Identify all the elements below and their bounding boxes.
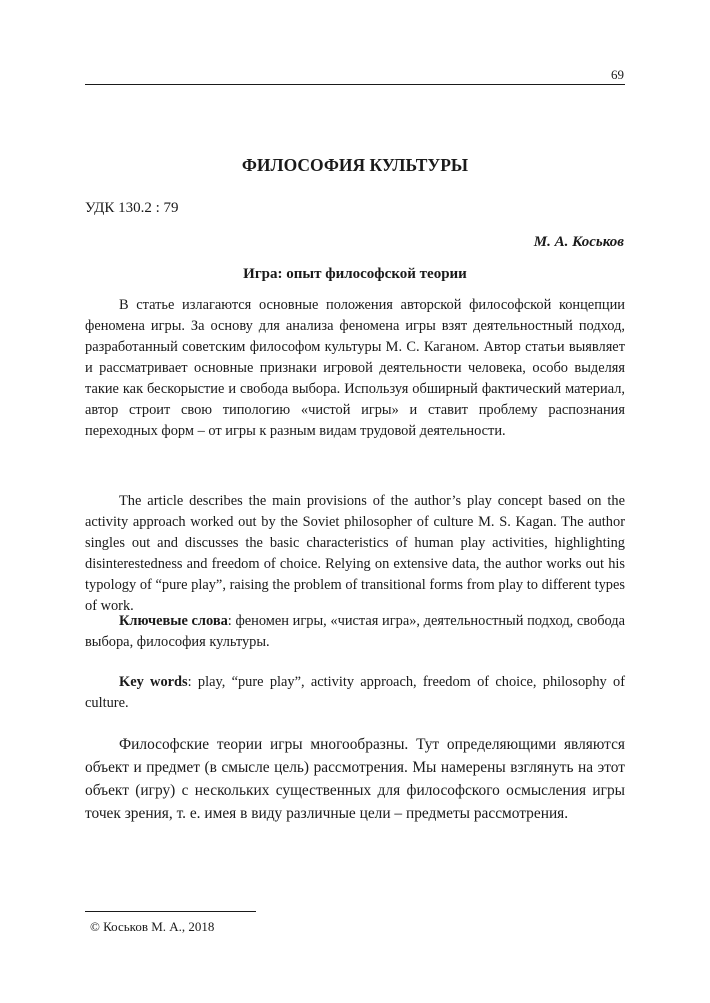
body-paragraph: Философские теории игры многообразны. Тут определяющими являются объект и предмет (в смысле цель) рассмотрения. Мы намерены взглянуть на этот объект (игру) с нескольких существенных для философского осмысления игры точек зрения, т. е. имея в виду различные цели – предметы рассмотрения. — [85, 736, 625, 822]
keywords-english — [85, 672, 625, 714]
page-number: 69 — [611, 67, 624, 82]
keywords-russian — [85, 611, 625, 653]
abstract-english: The article describes the main provisions of the author’s play concept based on the activity approach worked out by the Soviet philosopher of culture M. S. Kagan. The author singles out and discusses the basic characteristics of human play activities, highlighting disinterestedness and freedom of choice. Relying on extensive data, the author works out his typology of “pure play”, raising the problem of transitional forms from play to different types of work. — [85, 493, 625, 614]
section-title: ФИЛОСОФИЯ КУЛЬТУРЫ — [241, 155, 469, 175]
keywords-english-text: : play, “pure play”, activity approach, freedom of choice, philosophy of culture. — [85, 674, 625, 711]
abstract-russian: В статье излагаются основные положения авторской философской концепции феномена игры. За основу для анализа феномена игры взят деятельностный подход, разработанный советским философом культуры М. С. Каганом. Автор статьи выявляет и рассматривает основные признаки игровой деятельности человека, особо выделяя такие как бескорыстие и свобода выбора. Используя обширный фактический материал, автор строит свою типологию «чистой игры» и ставит проблему распознания переходных форм – от игры к разным видам трудовой деятельности. — [85, 297, 625, 439]
article-title: Игра: опыт философской теории — [243, 266, 467, 282]
keywords-russian-label: Ключевые слова — [119, 613, 228, 629]
footnote-rule — [85, 911, 256, 912]
keywords-english-label: Key words — [119, 674, 188, 690]
header-rule — [85, 84, 625, 85]
keywords-russian-text: : феномен игры, «чистая игра», деятельностный подход, свобода выбора, философия культуры. — [85, 613, 626, 650]
author-name: М. А. Коськов — [533, 234, 624, 250]
copyright-footnote: © Коськов М. А., 2018 — [90, 919, 215, 934]
udk-code: УДК 130.2 : 79 — [85, 200, 179, 216]
